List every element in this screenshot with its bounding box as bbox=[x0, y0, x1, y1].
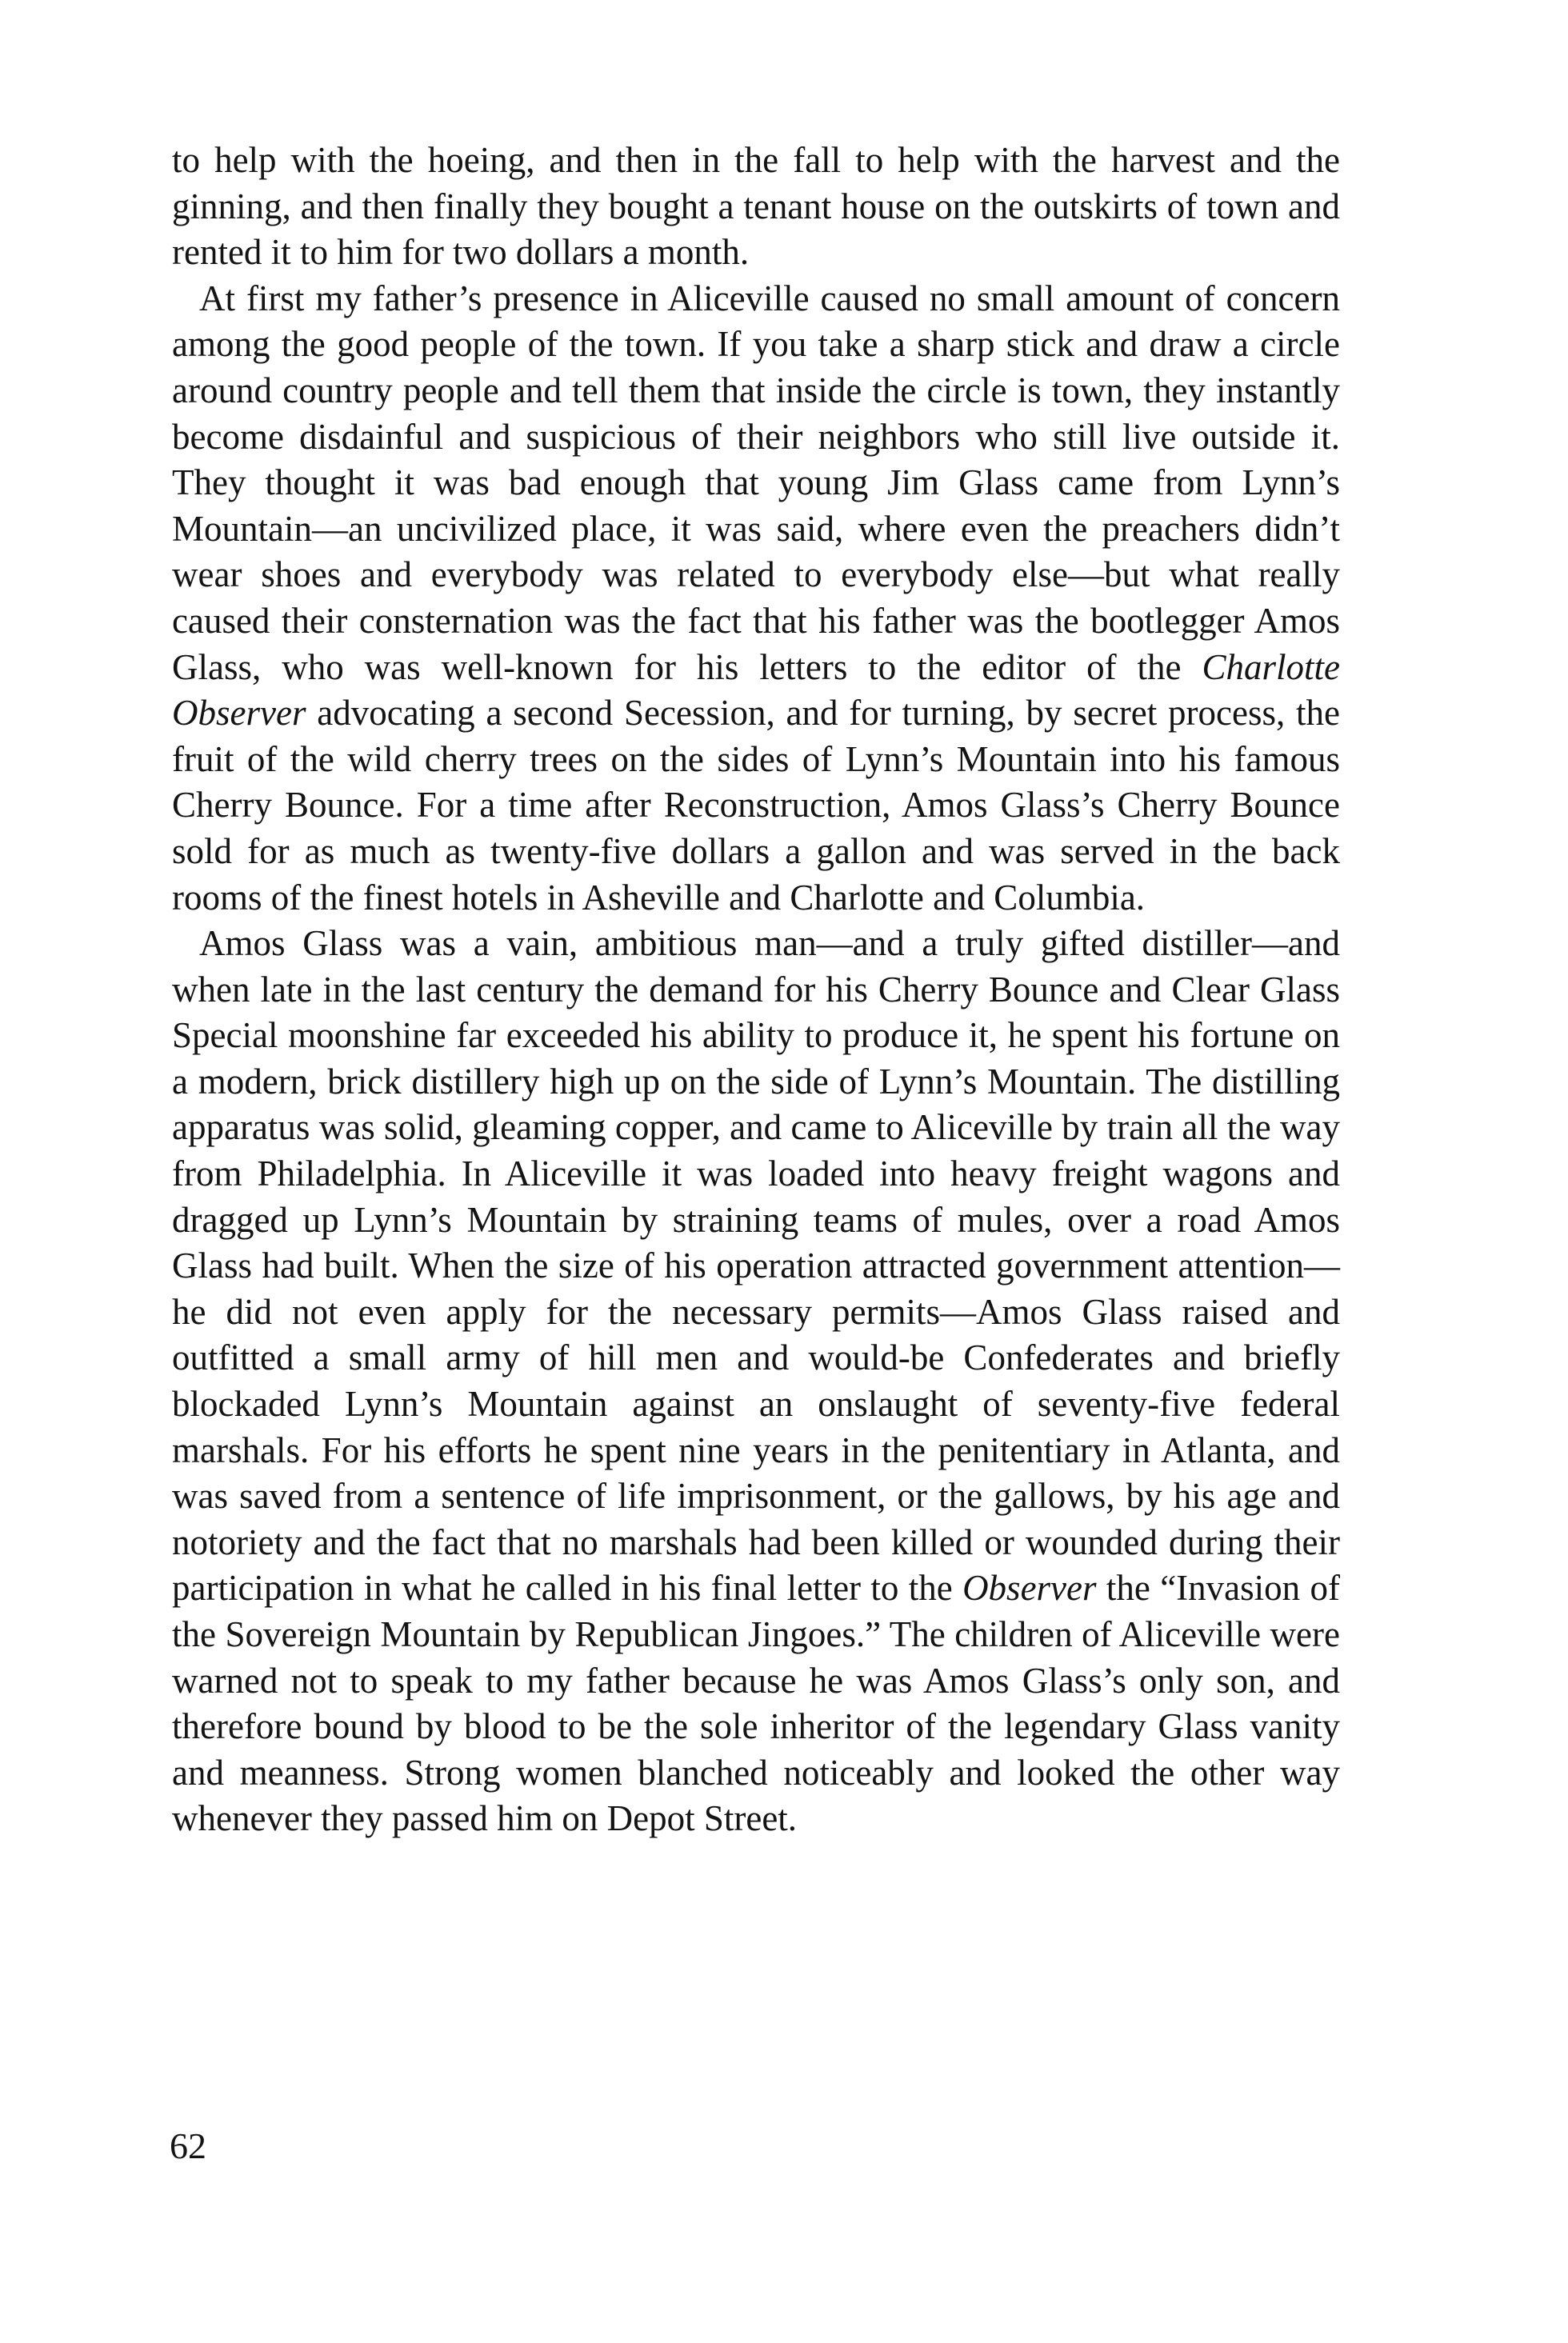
paragraph-text: the “Invasion of the Sovereign Mountain by Republican Jingoes.” The children of Aliceville were warned not to speak to my father because he was Amos Glass’s only son, and therefore bound by blood to be the sole inheritor of the legendary Glass vanity and meanness. Strong women blanched noticeably and looked the other way whenever they passed him on Depot Street. bbox=[172, 1568, 1340, 1839]
newspaper-title: Observer bbox=[962, 1568, 1097, 1609]
page-number: 62 bbox=[170, 2125, 206, 2166]
paragraph-3 bbox=[172, 921, 1340, 1842]
body-text bbox=[172, 138, 1340, 1842]
paragraph-2 bbox=[172, 276, 1340, 921]
paragraph-1 bbox=[172, 138, 1340, 276]
paragraph-text: Amos Glass was a vain, ambitious man—and a truly gifted distiller—and when late in the last century the demand for his Cherry Bounce and Clear Glass Special moonshine far exceeded his ability to produce it, he spent his fortune on a modern, brick distillery high up on the side of Lynn’s Mountain. The distilling apparatus was solid, gleaming copper, and came to Aliceville by train all the way from Philadelphia. In Aliceville it was loaded into heavy freight wagons and dragged up Lynn’s Mountain by straining teams of mules, over a road Amos Glass had built. When the size of his operation attracted government attention—he did not even apply for the necessary permits—Amos Glass raised and outfitted a small army of hill men and would-be Confederates and briefly blockaded Lynn’s Mountain against an onslaught of seventy-five federal marshals. For his efforts he spent nine years in the penitentiary in Atlanta, and was saved from a sentence of life imprisonment, or the gallows, by his age and notoriety and the fact that no marshals had been killed or wounded during their participation in what he called in his final letter to the bbox=[172, 923, 1340, 1609]
newspaper-title: Charlotte Observer bbox=[172, 646, 1340, 734]
paragraph-text: to help with the hoeing, and then in the fall to help with the harvest and the ginning, and then finally they bought a tenant house on the outskirts of town and rented it to him for two dollars a month. bbox=[172, 140, 1340, 273]
paragraph-text: At first my father’s presence in Aliceville caused no small amount of concern among the good people of the town. If you take a sharp stick and draw a circle around country people and tell them that inside the circle is town, they instantly become disdainful and suspicious of their neighbors who still live outside it. They thought it was bad enough that young Jim Glass came from Lynn’s Mountain—an uncivilized place, it was said, where even the preachers didn’t wear shoes and everybody was related to everybody else—but what really caused their consternation was the fact that his father was the bootlegger Amos Glass, who was well-known for his letters to the editor of the bbox=[172, 278, 1340, 687]
paragraph-text: advocating a second Secession, and for turning, by secret process, the fruit of the wild cherry trees on the sides of Lynn’s Mountain into his famous Cherry Bounce. For a time after Reconstruction, Amos Glass’s Cherry Bounce sold for as much as twenty-five dollars a gallon and was served in the back rooms of the finest hotels in Asheville and Charlotte and Columbia. bbox=[172, 693, 1340, 918]
